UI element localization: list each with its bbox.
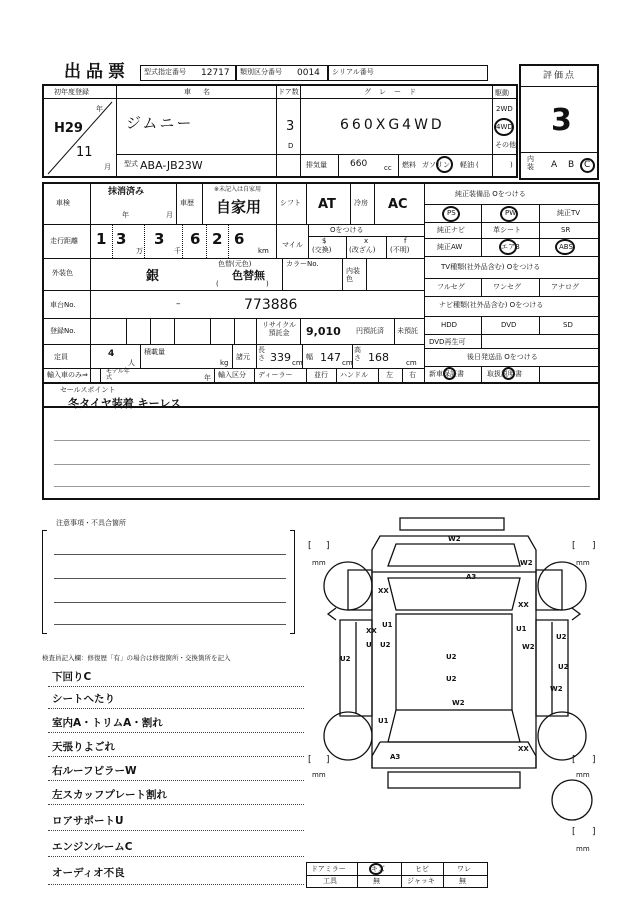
damage-code: W2 bbox=[452, 699, 465, 707]
parallel-option: 並行 bbox=[314, 371, 328, 379]
diagram-codes bbox=[300, 510, 610, 870]
doors-label: ドア数 bbox=[278, 88, 299, 96]
odo-alter: (改ざん) bbox=[349, 246, 376, 254]
fuel-value: ガソリン bbox=[422, 161, 450, 169]
shift-value: AT bbox=[318, 197, 336, 212]
equip-pw: PW bbox=[505, 209, 517, 217]
int-color-label: 内装色 bbox=[346, 267, 360, 283]
color-change-paren-close: ) bbox=[266, 280, 269, 288]
navi-title: ナビ種類(社外品含む) Oをつける bbox=[439, 301, 544, 309]
damage-code: U1 bbox=[378, 717, 389, 725]
mileage-digit: 6 bbox=[234, 230, 245, 248]
length-value: 339 bbox=[270, 351, 291, 364]
mm-bracket-l: [ bbox=[308, 541, 312, 551]
first-reg-year-unit: 年 bbox=[96, 105, 103, 113]
equip-navi: 純正ナビ bbox=[437, 226, 465, 234]
interior-b: B bbox=[568, 160, 575, 170]
damage-code: U2 bbox=[556, 633, 567, 641]
mileage-digits bbox=[90, 224, 276, 258]
handle-right: 右 bbox=[409, 371, 416, 379]
chassis-label: 車台No. bbox=[50, 301, 76, 309]
first-reg-month: 11 bbox=[76, 145, 93, 160]
equip-ps: PS bbox=[447, 209, 456, 217]
equip-abs-circle bbox=[555, 239, 575, 255]
equip-airbag-circle bbox=[499, 239, 517, 255]
color-no-label: カラーNo. bbox=[286, 260, 319, 268]
note-item: シートへたり bbox=[52, 693, 115, 705]
equipment-panel bbox=[425, 184, 598, 382]
later-manual: 取扱説明書 bbox=[487, 370, 522, 378]
recycle-value: 9,010 bbox=[306, 325, 341, 338]
navi-sd: SD bbox=[563, 321, 573, 329]
model-year-label: モデル年式 bbox=[106, 368, 130, 381]
chassis-prefix: – bbox=[176, 299, 181, 309]
mileage-digit: 2 bbox=[212, 230, 223, 248]
damage-code: W2 bbox=[448, 535, 461, 543]
history-note: ※未記入は自家用 bbox=[214, 186, 262, 193]
drive-2wd: 2WD bbox=[496, 105, 513, 113]
drive-other: その他 bbox=[495, 141, 516, 149]
sales-label: セールスポイント bbox=[60, 386, 116, 394]
mm-bracket-l: [ bbox=[572, 755, 576, 765]
length-label: 長さ bbox=[258, 346, 265, 362]
tv-title: TV種類(社外品含む) Oをつける bbox=[441, 263, 541, 271]
damage-code: U1 bbox=[516, 625, 527, 633]
width-value: 147 bbox=[320, 351, 341, 364]
capacity-label: 定員 bbox=[54, 353, 68, 361]
note-item: 右ルーフピラーW bbox=[52, 765, 137, 777]
drive-4wd-circle bbox=[494, 118, 514, 136]
rating-value: 3 bbox=[551, 103, 572, 138]
equip-aw: 純正AW bbox=[437, 243, 463, 251]
mile-label: マイル bbox=[282, 241, 303, 249]
mileage-digit: 1 bbox=[96, 230, 107, 248]
inspection-table bbox=[42, 182, 600, 408]
mm-bracket-l: [ bbox=[572, 541, 576, 551]
odo-s-mark: $ bbox=[322, 237, 327, 245]
class-no-box bbox=[236, 65, 328, 81]
note-item: 左スカッフプレート割れ bbox=[52, 789, 167, 801]
damage-code: XX bbox=[518, 745, 529, 753]
model-cert-label: 型式指定番号 bbox=[144, 68, 186, 76]
model-label: 型式 bbox=[124, 160, 138, 168]
mileage-digit: 3 bbox=[116, 230, 127, 248]
odo-circle-note: Oをつける bbox=[330, 226, 364, 234]
mm-bracket-r: ] bbox=[326, 541, 330, 551]
paren-close: ) bbox=[510, 161, 513, 169]
model-cert-box bbox=[140, 65, 236, 81]
mm-bracket-r: ] bbox=[592, 827, 596, 837]
mm-bracket-r: ] bbox=[592, 755, 596, 765]
page-title: 出品票 bbox=[64, 62, 130, 82]
doors-value: 3 bbox=[286, 119, 295, 134]
grade-value: 660XG4WD bbox=[340, 117, 445, 133]
navi-hdd: HDD bbox=[441, 321, 458, 329]
sales-text: 冬タイヤ装着 キーレス bbox=[68, 397, 182, 410]
shaken-month-unit: 月 bbox=[166, 211, 173, 219]
class-no-value: 0014 bbox=[297, 68, 320, 78]
note-item: オーディオ不良 bbox=[52, 867, 125, 879]
mm-label: mm bbox=[312, 559, 326, 567]
paren-open: ( bbox=[476, 161, 479, 169]
displacement-unit: cc bbox=[384, 164, 392, 172]
load-unit: kg bbox=[220, 359, 229, 367]
first-reg-month-unit: 月 bbox=[104, 163, 111, 171]
serial-label: シリアル番号 bbox=[332, 68, 374, 76]
first-reg-year: H29 bbox=[54, 121, 83, 136]
handle-label: ハンドル bbox=[340, 371, 368, 379]
damage-code: U2 bbox=[558, 663, 569, 671]
equip-tv: 純正TV bbox=[557, 209, 581, 217]
shift-label: シフト bbox=[280, 199, 301, 207]
first-reg-label: 初年度登録 bbox=[54, 88, 89, 96]
man-unit: 万 bbox=[136, 247, 143, 255]
note-item: エンジンルームC bbox=[52, 841, 133, 853]
doors-suffix: D bbox=[288, 142, 294, 150]
model-cert-value: 12717 bbox=[201, 68, 230, 78]
ac-value: AC bbox=[388, 197, 408, 212]
footer-tools-value: 無 bbox=[373, 877, 380, 885]
tv-analog: アナログ bbox=[551, 283, 579, 291]
footer-jack: ジャッキ bbox=[407, 877, 435, 885]
grade-label: グレード bbox=[364, 88, 424, 96]
displacement-value: 660 bbox=[350, 159, 368, 169]
ext-color-label: 外装色 bbox=[52, 269, 73, 277]
model-value: ABA-JB23W bbox=[140, 159, 203, 172]
equip-abs: ABS bbox=[559, 243, 573, 251]
vehicle-name: ジムニー bbox=[126, 114, 194, 132]
footer-tools: 工具 bbox=[323, 877, 337, 885]
mm-label: mm bbox=[576, 771, 590, 779]
history-value: 自家用 bbox=[216, 198, 262, 216]
damage-code: U2 bbox=[380, 641, 391, 649]
dims-label: 諸元 bbox=[236, 353, 250, 361]
handle-left: 左 bbox=[386, 371, 393, 379]
import-class-label: 輸入区分 bbox=[218, 371, 246, 379]
color-change-paren-open: ( bbox=[216, 280, 219, 288]
sen-unit: 千 bbox=[174, 247, 181, 255]
history-label: 車歴 bbox=[180, 199, 194, 207]
footer-break: ワレ bbox=[457, 865, 471, 873]
vehicle-table bbox=[42, 84, 518, 178]
interior-a: A bbox=[551, 160, 558, 170]
mm-label: mm bbox=[576, 559, 590, 567]
damage-code: U2 bbox=[340, 655, 351, 663]
inspector-label: 検査員記入欄：修復歴「有」の場合は修復箇所・交換箇所を記入 bbox=[42, 654, 231, 662]
dealer-option: ディーラー bbox=[258, 371, 293, 379]
capacity-value: 4 bbox=[108, 349, 115, 359]
equip-airbag: エアB bbox=[501, 243, 520, 251]
damage-code: U2 bbox=[446, 675, 457, 683]
fuel-circle bbox=[436, 156, 453, 173]
odo-x-mark: x bbox=[364, 237, 369, 245]
shaken-year-unit: 年 bbox=[122, 211, 129, 219]
notes-bracket-right bbox=[290, 530, 295, 634]
color-change-value: 色替無 bbox=[232, 269, 265, 282]
damage-code: W2 bbox=[522, 643, 535, 651]
ext-color-value: 銀 bbox=[146, 269, 160, 284]
footer-scratch: キズ bbox=[371, 865, 385, 873]
class-no-label: 類別区分番号 bbox=[240, 68, 282, 76]
interior-c-circle bbox=[580, 158, 595, 173]
mm-label: mm bbox=[576, 845, 590, 853]
later-warranty-circle bbox=[443, 367, 456, 380]
mileage-digit: 3 bbox=[154, 230, 165, 248]
chassis-value: 773886 bbox=[244, 297, 298, 313]
length-unit: cm bbox=[292, 359, 303, 367]
displacement-label: 排気量 bbox=[306, 161, 327, 169]
equipment-title: 純正装備品 Oをつける bbox=[455, 190, 526, 198]
damage-code: U1 bbox=[382, 621, 393, 629]
mm-label: mm bbox=[312, 771, 326, 779]
ac-label: 冷房 bbox=[354, 199, 368, 207]
notes-bracket-left bbox=[42, 530, 47, 634]
serial-box bbox=[328, 65, 488, 81]
height-label: 高さ bbox=[354, 346, 361, 362]
damage-code: W2 bbox=[550, 685, 563, 693]
import-label: 輸入車のみ⇒ bbox=[47, 371, 88, 379]
footer-mirror: ドアミラー bbox=[311, 865, 346, 873]
damage-code: U bbox=[366, 641, 372, 649]
equip-sr: SR bbox=[561, 226, 571, 234]
load-label: 積載量 bbox=[144, 348, 165, 356]
equip-ps-circle bbox=[442, 206, 460, 222]
note-item: ロアサポートU bbox=[52, 815, 124, 827]
rating-box bbox=[519, 64, 599, 180]
reg-label: 登録No. bbox=[50, 327, 76, 335]
tv-fullseg: フルセグ bbox=[437, 283, 465, 291]
fuel-label: 燃料 bbox=[402, 161, 416, 169]
recycle-label: リサイクル預託金 bbox=[261, 321, 297, 338]
km-unit: km bbox=[258, 247, 269, 255]
interior-c: C bbox=[584, 160, 591, 170]
notes-title: 注意事項・不具合箇所 bbox=[56, 519, 126, 527]
damage-code: W2 bbox=[520, 559, 533, 567]
damage-code: XX bbox=[366, 627, 377, 635]
mm-bracket-r: ] bbox=[592, 541, 596, 551]
sales-area bbox=[42, 406, 600, 500]
rating-divider bbox=[521, 86, 597, 87]
damage-code: A3 bbox=[466, 573, 477, 581]
equip-pw-circle bbox=[500, 206, 518, 222]
odo-unknown: (不明) bbox=[390, 246, 410, 254]
later-warranty: 新車保証書 bbox=[429, 370, 464, 378]
recycle-unpaid: 未預託 bbox=[397, 327, 418, 335]
light-oil-label: 軽油 bbox=[460, 161, 474, 169]
recycle-unit: 円預託済 bbox=[356, 327, 384, 335]
navi-dvd: DVD bbox=[501, 321, 517, 329]
damage-code: A3 bbox=[390, 753, 401, 761]
equip-leather: 革シート bbox=[493, 226, 521, 234]
height-unit: cm bbox=[406, 359, 417, 367]
footer-crack: ヒビ bbox=[415, 865, 429, 873]
note-item: 下回りC bbox=[52, 671, 92, 683]
mileage-digit: 6 bbox=[190, 230, 201, 248]
interior-label: 内装 bbox=[527, 155, 534, 171]
rating-label: 評価点 bbox=[543, 71, 577, 81]
odo-swap: (交換) bbox=[312, 246, 332, 254]
mileage-label: 走行距離 bbox=[50, 237, 78, 245]
shaken-status: 抹消済み bbox=[108, 187, 145, 197]
width-label: 幅 bbox=[306, 353, 313, 361]
name-label: 車名 bbox=[184, 88, 222, 96]
damage-code: U2 bbox=[446, 653, 457, 661]
damage-code: XX bbox=[518, 601, 529, 609]
footer-scratch-circle bbox=[369, 863, 383, 875]
footer-jack-value: 無 bbox=[459, 877, 466, 885]
capacity-unit: 人 bbox=[128, 359, 135, 367]
dvd-label: DVD再生可 bbox=[429, 338, 466, 346]
drive-label: 駆動 bbox=[495, 89, 509, 97]
mm-bracket-l: [ bbox=[572, 827, 576, 837]
drive-4wd: 4WD bbox=[496, 123, 513, 131]
mm-bracket-l: [ bbox=[308, 755, 312, 765]
note-item: 天張りよごれ bbox=[52, 741, 115, 753]
notes-list bbox=[42, 662, 304, 892]
color-change-label: 色替(元色) bbox=[218, 260, 252, 268]
odo-f-mark: f bbox=[404, 237, 407, 245]
shaken-label: 車検 bbox=[56, 199, 70, 207]
later-title: 後日発送品 Oをつける bbox=[467, 353, 538, 361]
model-year-unit: 年 bbox=[204, 374, 211, 382]
mm-bracket-r: ] bbox=[326, 755, 330, 765]
width-unit: cm bbox=[342, 359, 353, 367]
note-item: 室内A・トリムA・割れ bbox=[52, 717, 163, 729]
tv-oneseg: ワンセグ bbox=[493, 283, 521, 291]
later-manual-circle bbox=[502, 367, 515, 380]
interior-divider bbox=[521, 152, 597, 153]
height-value: 168 bbox=[368, 351, 389, 364]
footer-table bbox=[306, 862, 488, 888]
damage-code: XX bbox=[378, 587, 389, 595]
